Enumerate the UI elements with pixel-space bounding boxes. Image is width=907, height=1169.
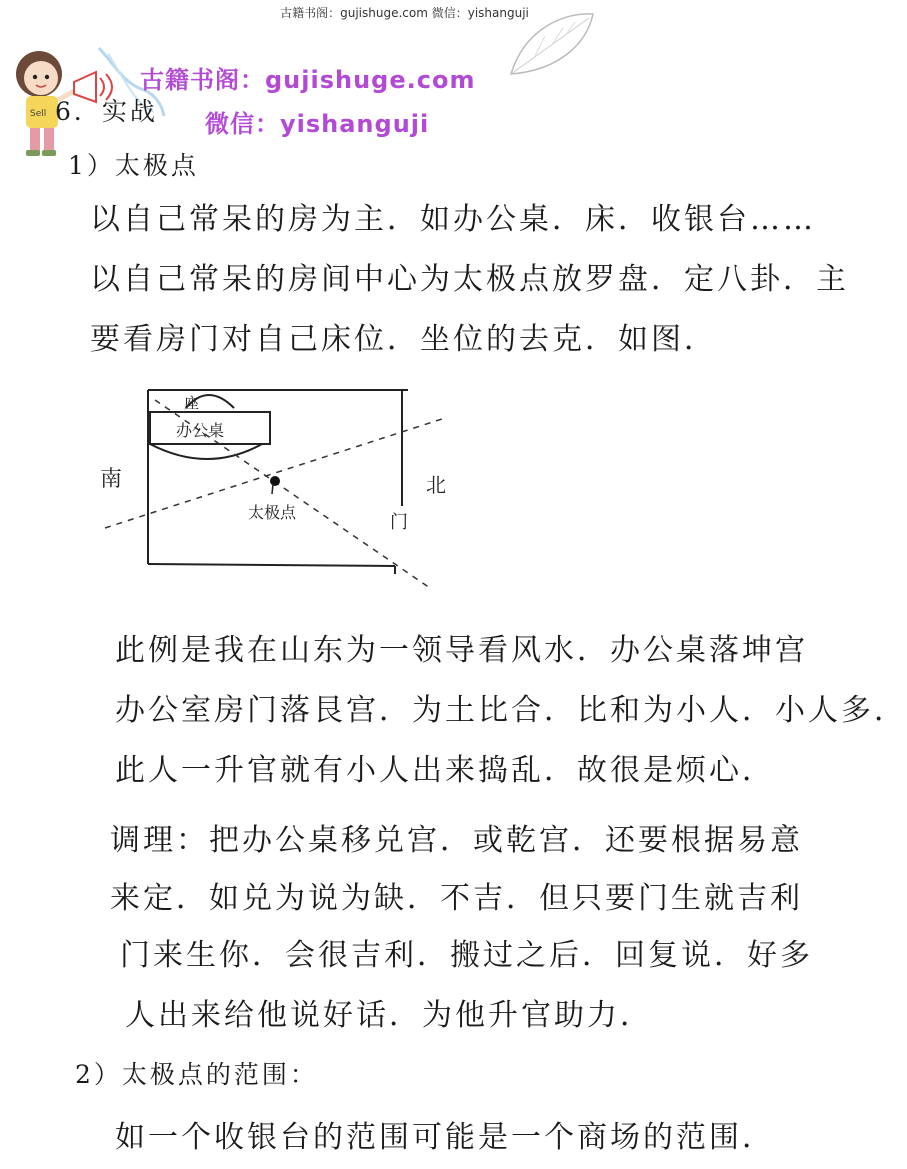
paragraph-line: 如一个收银台的范围可能是一个商场的范围． xyxy=(115,1120,775,1155)
paragraph-line: 要看房门对自己床位．坐位的去克．如图． xyxy=(90,322,717,357)
subsection-heading-1: 1）太极点 xyxy=(68,151,199,180)
paragraph-line: 以自己常呆的房为主．如办公桌．床．收银台…… xyxy=(90,202,816,237)
paragraph-line: 以自己常呆的房间中心为太极点放罗盘．定八卦．主 xyxy=(90,262,849,297)
seat-label: 座 xyxy=(184,394,200,412)
watermark-line-1: 古籍书阁：gujishuge.com xyxy=(140,66,476,94)
north-label: 北 xyxy=(426,473,446,497)
paragraph-line: 门来生你．会很吉利．搬过之后．回复说．好多 xyxy=(120,938,813,973)
subsection-heading-2: 2）太极点的范围： xyxy=(75,1060,318,1089)
source-header: 古籍书阁：gujishuge.com 微信：yishanguji xyxy=(280,6,529,20)
mascot-shirt-text: Sell xyxy=(30,109,47,119)
watermark-line-2: 微信：yishanguji xyxy=(205,110,430,138)
section-heading: 6．实战 xyxy=(55,97,158,126)
leaf-decoration-icon xyxy=(505,8,597,80)
south-label: 南 xyxy=(100,467,123,492)
paragraph-line: 此人一升官就有小人出来捣乱．故很是烦心． xyxy=(115,753,775,788)
room-diagram xyxy=(90,378,470,588)
paragraph-line: 办公室房门落艮宫．为土比合．比和为小人．小人多． xyxy=(115,693,907,728)
paragraph-line: 来定．如兑为说为缺．不吉．但只要门生就吉利 xyxy=(110,881,803,916)
paragraph-line: 调理：把办公桌移兑宫．或乾宫．还要根据易意 xyxy=(110,823,803,858)
paragraph-line: 人出来给他说好话．为他升官助力． xyxy=(125,998,653,1033)
door-label: 门 xyxy=(390,512,408,533)
center-point-label: 太极点 xyxy=(248,503,297,522)
paragraph-line: 此例是我在山东为一领导看风水．办公桌落坤宫 xyxy=(115,633,808,668)
desk-label: 办公桌 xyxy=(176,421,225,440)
